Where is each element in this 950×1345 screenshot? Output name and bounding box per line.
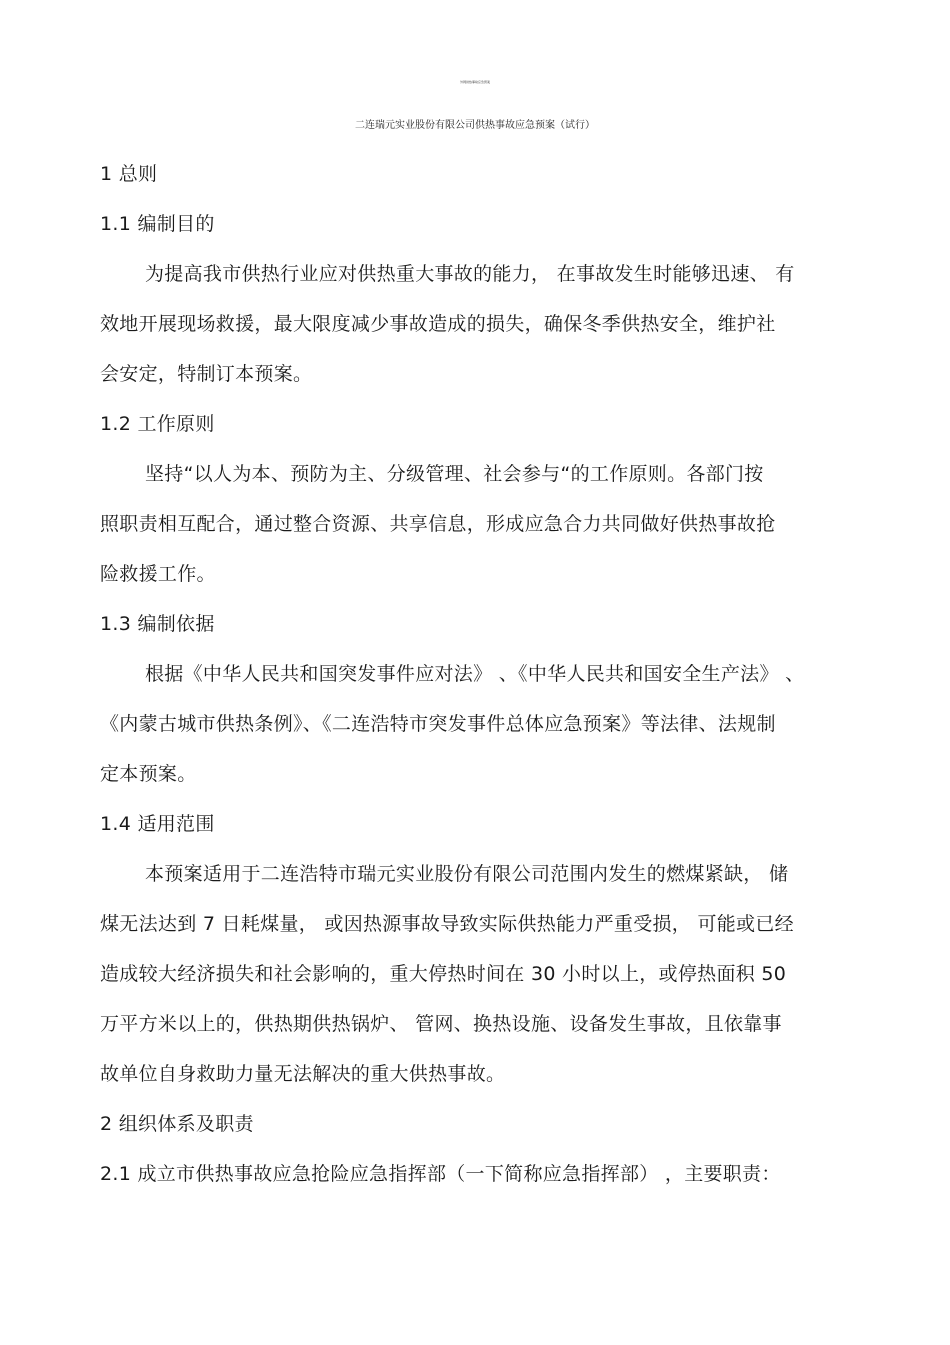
subsection-heading: 1.1 编制目的 [100, 213, 215, 235]
body-line: 会安定，特制订本预案。 [100, 363, 313, 385]
body-line: 定本预案。 [100, 763, 197, 785]
body-line: 坚持“以人为本、预防为主、分级管理、社会参与“的工作原则。各部门按 [145, 463, 764, 485]
section-heading: 1 总则 [100, 163, 158, 185]
document-title: 二连瑞元实业股份有限公司供热事故应急预案（试行） [355, 120, 595, 131]
body-line: 煤无法达到 7 日耗煤量， 或因热源事故导致实际供热能力严重受损， 可能或已经 [100, 913, 794, 935]
subsection-heading: 1.2 工作原则 [100, 413, 215, 435]
subsection-heading: 1.4 适用范围 [100, 813, 215, 835]
running-header: 外网供热事故应急预案 [459, 80, 490, 84]
page-number [0, 1251, 950, 1271]
body-line: 《内蒙古城市供热条例》、《二连浩特市突发事件总体应急预案》等法律、法规制 [100, 713, 776, 735]
body-line: 照职责相互配合，通过整合资源、共享信息，形成应急合力共同做好供热事故抢 [100, 513, 776, 535]
body-line: 根据《中华人民共和国突发事件应对法》 、《中华人民共和国安全生产法》 、 [145, 663, 805, 685]
body-line: 造成较大经济损失和社会影响的，重大停热时间在 30 小时以上，或停热面积 50 [100, 963, 787, 985]
section-heading: 2 组织体系及职责 [100, 1113, 254, 1135]
body-line: 险救援工作。 [100, 563, 216, 585]
body-line: 为提高我市供热行业应对供热重大事故的能力， 在事故发生时能够迅速、 有 [145, 263, 795, 285]
body-line: 万平方米以上的，供热期供热锅炉、 管网、换热设施、设备发生事故，且依靠事 [100, 1013, 782, 1035]
body-line: 效地开展现场救援，最大限度减少事故造成的损失，确保冬季供热安全，维护社 [100, 313, 776, 335]
body-line: 本预案适用于二连浩特市瑞元实业股份有限公司范围内发生的燃煤紧缺， 储 [145, 863, 789, 885]
body-line: 2.1 成立市供热事故应急抢险应急指挥部（一下简称应急指挥部） ，主要职责： [100, 1163, 781, 1185]
body-line: 故单位自身救助力量无法解决的重大供热事故。 [100, 1063, 506, 1085]
subsection-heading: 1.3 编制依据 [100, 613, 215, 635]
